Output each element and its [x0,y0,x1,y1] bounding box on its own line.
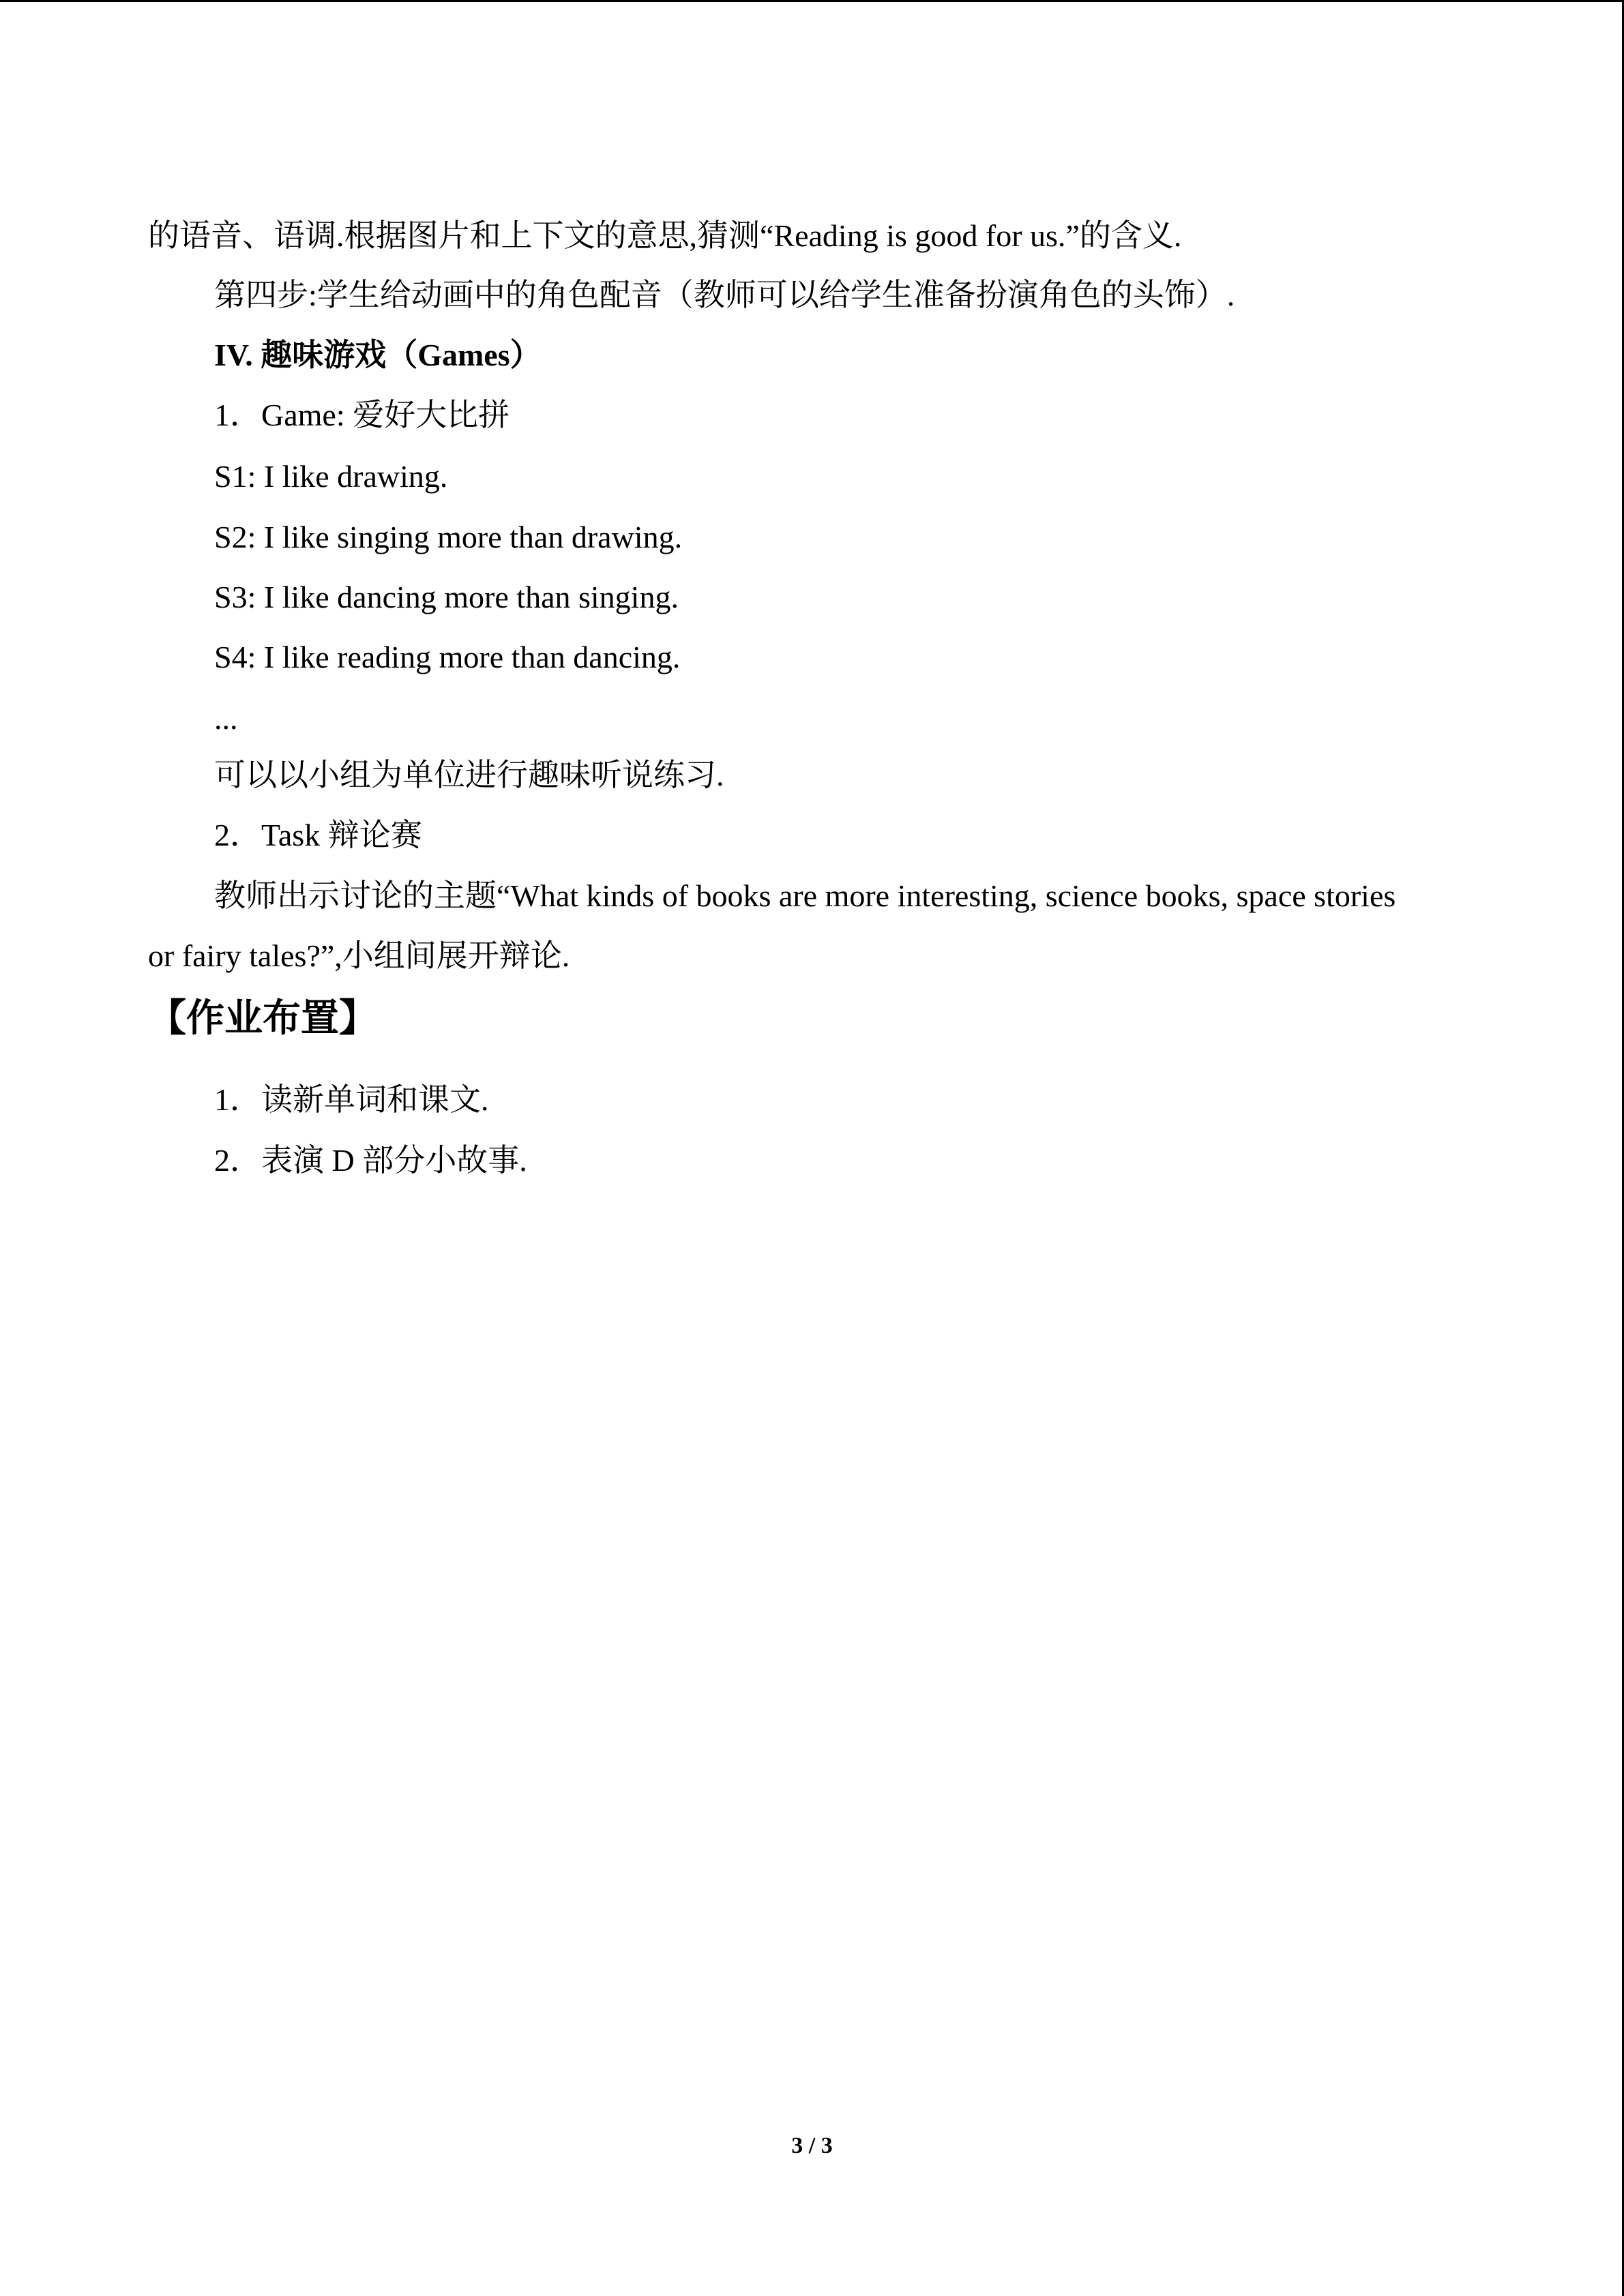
paragraph-debate-topic-continued: or fairy tales?”,小组间展开辩论. [148,938,570,973]
paragraph-continuation: 的语音、语调.根据图片和上下文的意思,猜测“Reading is good for us.”的含义. [148,218,1182,253]
list-item-game: 1．Game: 爱好大比拼 [214,398,510,432]
ellipsis-line: ... [214,701,238,736]
homework-item-2: 2．表演 D 部分小故事. [214,1143,527,1178]
page-number: 3 / 3 [791,2133,833,2158]
paragraph-group-practice: 可以以小组为单位进行趣味听说练习. [214,758,724,792]
dialogue-line-s1: S1: I like drawing. [214,459,448,494]
paragraph-debate-topic: 教师出示讨论的主题“What kinds of books are more interesting, science books, space stories [214,878,1396,913]
page-top-border [0,0,1624,2]
section-heading-games: IV. 趣味游戏（Games） [214,338,542,372]
dialogue-line-s2: S2: I like singing more than drawing. [214,520,683,554]
dialogue-line-s4: S4: I like reading more than dancing. [214,640,681,674]
section-heading-homework: 【作业布置】 [148,996,377,1041]
homework-item-1: 1．读新单词和课文. [214,1082,489,1117]
paragraph-step-four: 第四步:学生给动画中的角色配音（教师可以给学生准备扮演角色的头饰）. [214,278,1235,312]
list-item-task: 2．Task 辩论赛 [214,818,422,852]
dialogue-line-s3: S3: I like dancing more than singing. [214,580,679,614]
